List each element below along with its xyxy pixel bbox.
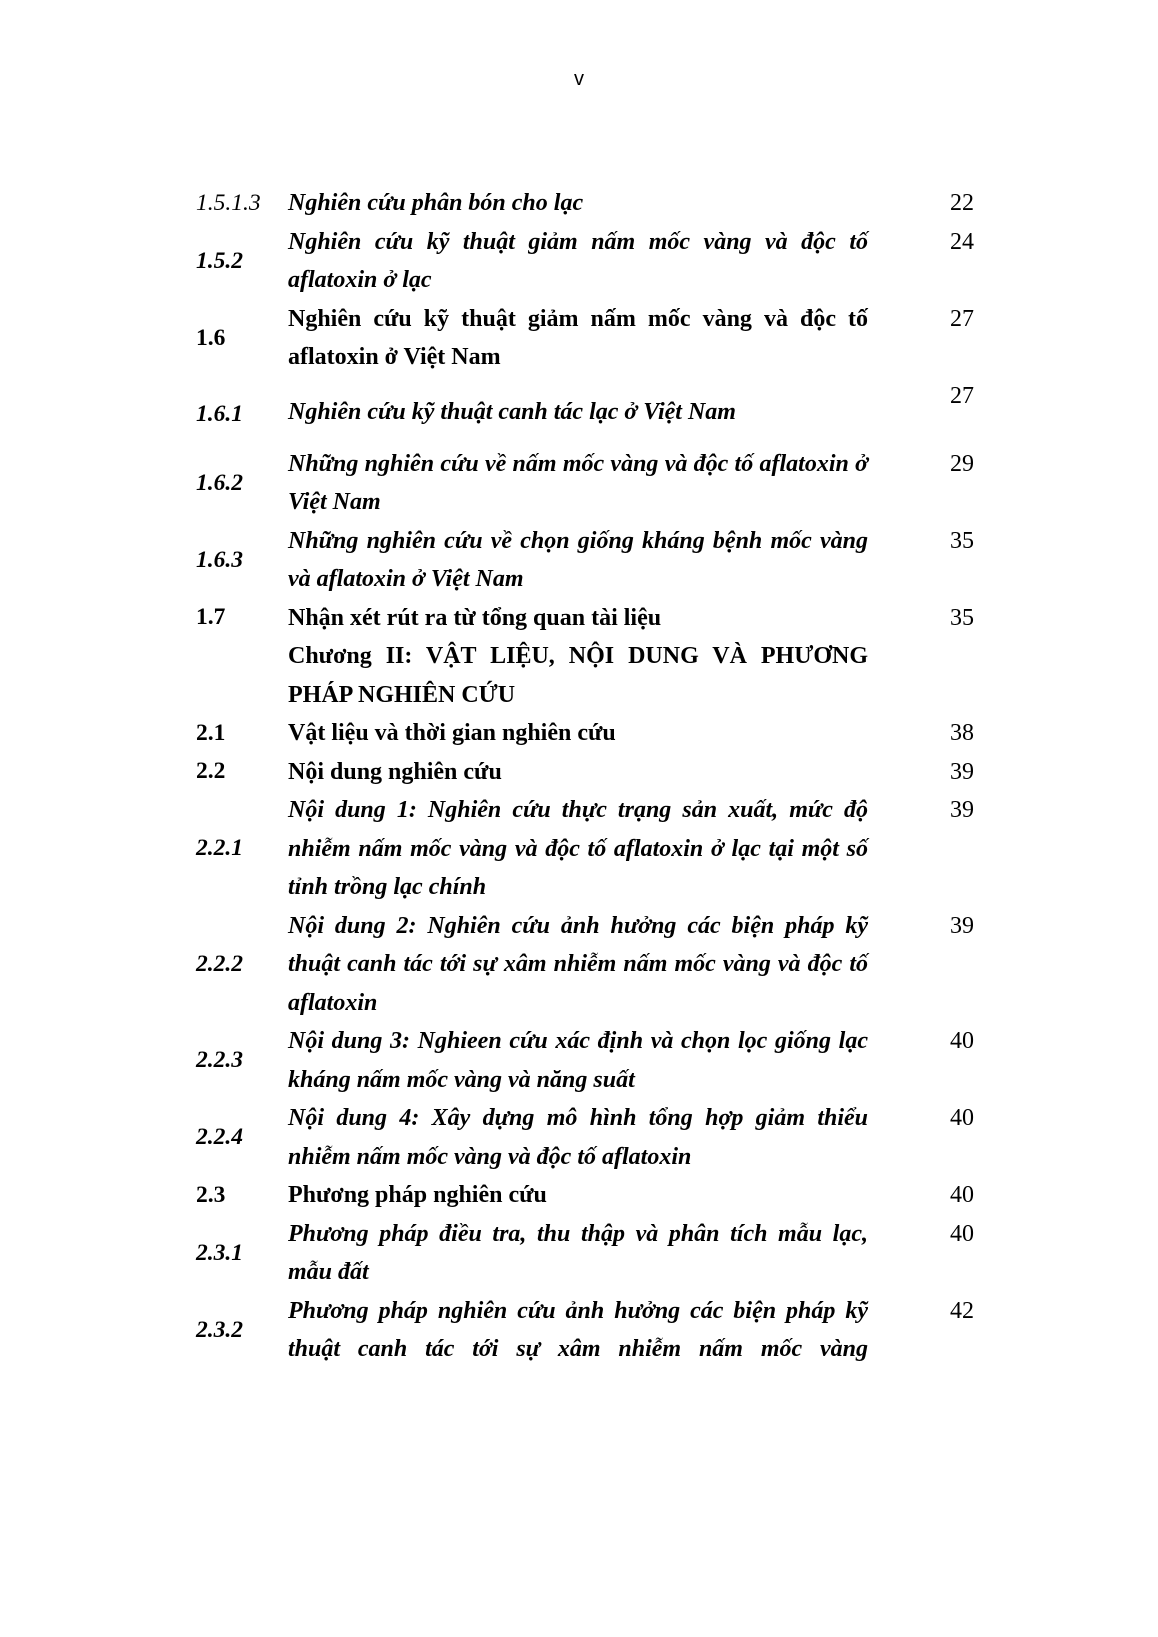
toc-page: 40 — [950, 1182, 974, 1208]
toc-page: 35 — [950, 604, 974, 631]
toc-page: 42 — [950, 1297, 974, 1324]
toc-page: 39 — [950, 758, 974, 785]
toc-row — [196, 300, 996, 377]
toc-number: 2.3 — [196, 1181, 226, 1208]
toc-page: 38 — [950, 720, 974, 746]
toc-title: Nghiên cứu kỹ thuật giảm nấm mốc vàng và độc tố aflatoxin ở Việt Nam — [288, 305, 868, 370]
toc-page: 39 — [950, 797, 974, 823]
toc-row — [196, 714, 996, 753]
toc-title: Nội dung nghiên cứu — [288, 758, 502, 785]
toc-page: 40 — [950, 1028, 974, 1054]
toc-title: Những nghiên cứu về chọn giống kháng bệnh mốc vàng và aflatoxin ở Việt Nam — [288, 527, 868, 592]
table-of-contents — [196, 184, 996, 1369]
toc-title: Phương pháp nghiên cứu ảnh hưởng các biện pháp kỹ thuật canh tác tới sự xâm nhiễm nấm mốc vàng — [288, 1297, 868, 1362]
toc-row — [196, 1215, 996, 1292]
toc-title: Những nghiên cứu về nấm mốc vàng và độc tố aflatoxin ở Việt Nam — [288, 450, 868, 515]
toc-title: Nội dung 1: Nghiên cứu thực trạng sản xuất, mức độ nhiễm nấm mốc vàng và độc tố aflatoxin ở lạc tại một số tỉnh trồng lạc chính — [288, 797, 868, 900]
toc-row — [196, 907, 996, 1023]
toc-number: 1.5.2 — [196, 247, 243, 274]
toc-number: 1.7 — [196, 604, 226, 631]
toc-title: Nghiên cứu phân bón cho lạc — [288, 190, 584, 216]
toc-page: 24 — [950, 228, 974, 255]
toc-title: Phương pháp nghiên cứu — [288, 1182, 547, 1208]
toc-title: Nghiên cứu kỹ thuật canh tác lạc ở Việt Nam — [288, 398, 736, 425]
toc-number: 1.6.3 — [196, 546, 243, 573]
toc-row — [196, 377, 996, 445]
toc-row — [196, 522, 996, 599]
toc-number: 2.2.3 — [196, 1047, 243, 1073]
toc-row — [196, 1099, 996, 1176]
toc-page: 40 — [950, 1220, 974, 1247]
toc-number: 2.1 — [196, 719, 226, 746]
toc-page: 27 — [950, 382, 974, 409]
toc-row — [196, 445, 996, 522]
toc-page: 29 — [950, 450, 974, 477]
toc-title: Vật liệu và thời gian nghiên cứu — [288, 720, 616, 746]
toc-number: 1.5.1.3 — [196, 189, 261, 216]
toc-number: 1.6.2 — [196, 469, 243, 496]
toc-row — [196, 223, 996, 300]
toc-page: 35 — [950, 527, 974, 554]
toc-number: 2.3.2 — [196, 1316, 243, 1343]
toc-row — [196, 1176, 996, 1215]
toc-page — [868, 637, 988, 714]
toc-number: 1.6.1 — [196, 401, 243, 427]
page-number: v — [574, 68, 584, 90]
toc-title: Nghiên cứu kỹ thuật giảm nấm mốc vàng và độc tố aflatoxin ở lạc — [288, 228, 868, 293]
toc-title: Nội dung 3: Nghieen cứu xác định và chọn lọc giống lạc kháng nấm mốc vàng và năng suất — [288, 1028, 868, 1093]
toc-page: 39 — [950, 912, 974, 939]
toc-title: Nội dung 4: Xây dựng mô hình tổng hợp giảm thiểu nhiễm nấm mốc vàng và độc tố aflatoxin — [288, 1105, 868, 1170]
toc-number: 2.2.4 — [196, 1124, 243, 1150]
toc-number: 2.2.1 — [196, 835, 243, 862]
toc-title: Nội dung 2: Nghiên cứu ảnh hưởng các biện pháp kỹ thuật canh tác tới sự xâm nhiễm nấm mốc vàng và độc tố aflatoxin — [288, 912, 868, 1016]
toc-row — [196, 791, 996, 907]
toc-number: 2.3.1 — [196, 1239, 243, 1266]
toc-page: 27 — [950, 305, 974, 332]
toc-row — [196, 753, 996, 792]
toc-row — [196, 599, 996, 638]
toc-page: 40 — [950, 1105, 974, 1131]
toc-chapter-row — [196, 637, 996, 714]
toc-number: 1.6 — [196, 324, 226, 351]
toc-title: Nhận xét rút ra từ tổng quan tài liệu — [288, 604, 662, 631]
toc-title: Phương pháp điều tra, thu thập và phân tích mẫu lạc, mẫu đất — [288, 1220, 868, 1285]
toc-number: 2.2.2 — [196, 950, 243, 977]
toc-number: 2.2 — [196, 758, 226, 785]
toc-page: 22 — [950, 190, 974, 216]
toc-number — [196, 637, 288, 714]
toc-row — [196, 1292, 996, 1369]
toc-chapter-title: Chương II: VẬT LIỆU, NỘI DUNG VÀ PHƯƠNG PHÁP NGHIÊN CỨU — [288, 643, 868, 708]
toc-row — [196, 184, 996, 223]
toc-row — [196, 1022, 996, 1099]
